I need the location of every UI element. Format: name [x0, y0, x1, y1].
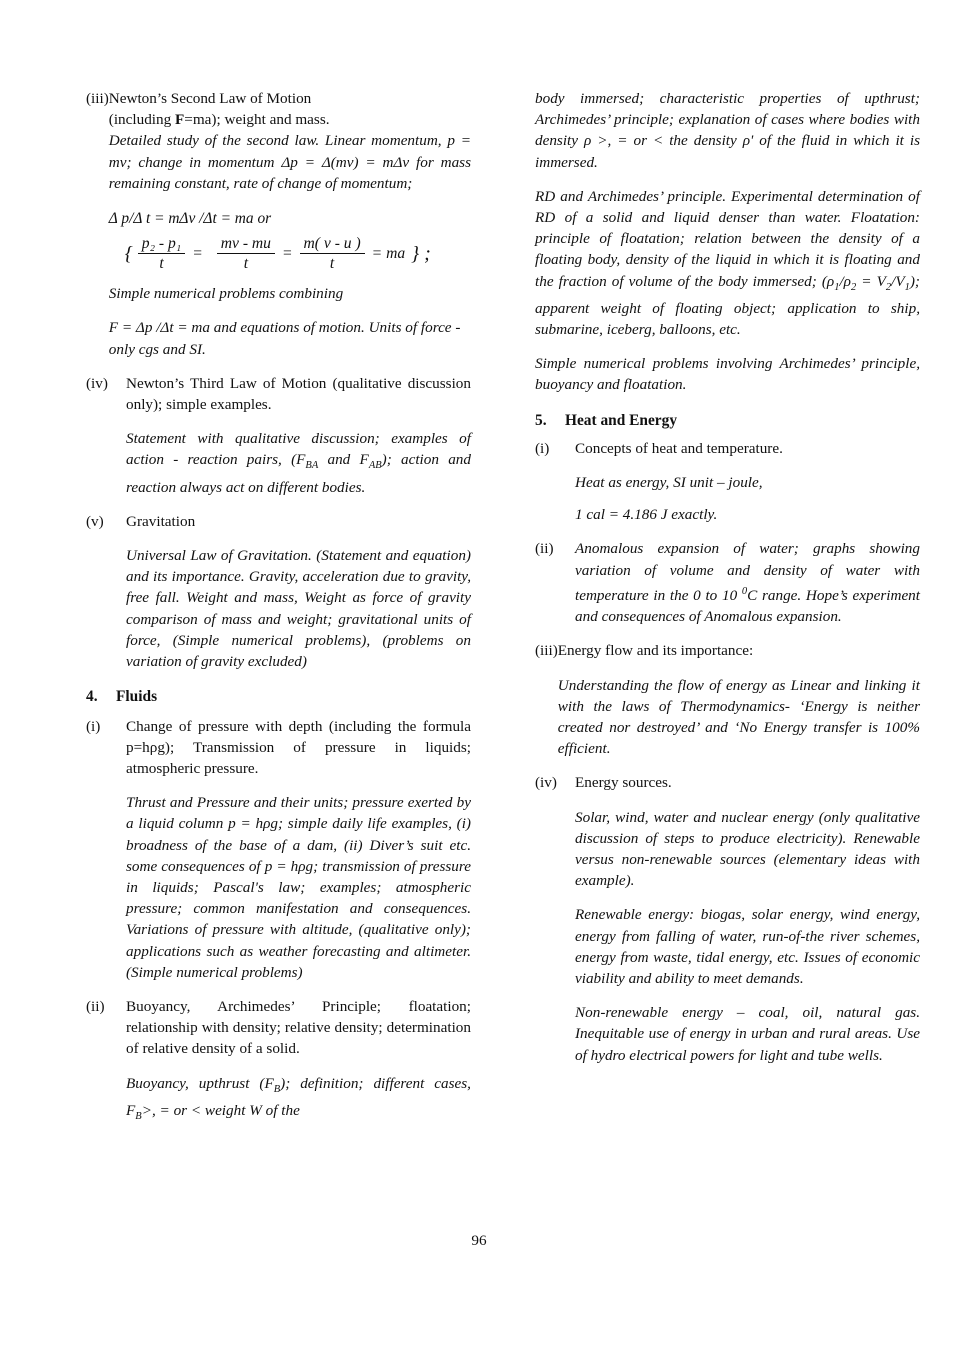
- list-item-iii-body: [109, 88, 471, 360]
- equation-rate-of-change-of-momentum: Δ p/Δ t = mΔv /Δt = ma or: [108, 210, 272, 228]
- list-marker-heat-iv: (iv): [535, 774, 557, 792]
- section-title-fluids: Fluids: [116, 688, 158, 706]
- list-item-heat-iii: [535, 640, 920, 759]
- list-item-fluids-ii-body: [126, 996, 471, 1127]
- equals-sign-1: =: [192, 245, 203, 263]
- subscript-rho-1: 1: [834, 281, 840, 293]
- detail-third-law: Statement with qualitative discussion; examples of action - reaction pairs, ($F_{BA}$ and $F_{AB}$); action and reaction always act on different bodies.: [126, 430, 471, 496]
- fraction-numerator-3: m( v - u ): [303, 235, 361, 253]
- list-marker-v: (v): [86, 512, 104, 530]
- list-marker-fluids-ii: (ii): [86, 997, 105, 1015]
- section-number-4: 4.: [86, 688, 98, 706]
- list-marker-iii: (iii): [86, 90, 109, 107]
- subscript-rho-2: 2: [850, 281, 857, 293]
- fraction-p2-minus-p1-over-t: [138, 235, 185, 273]
- subscript-v-1: 1: [904, 281, 910, 293]
- subscript-v-2: 2: [885, 281, 892, 293]
- detail-renewable-energy: Renewable energy: biogas, solar energy, wind energy, energy from falling of water, run-of-the river schemes, energy from waste, tidal energy, etc. Issues of economic viability and ability to meet demands.: [575, 906, 920, 987]
- heading-concepts-of-heat: Concepts of heat and temperature.: [575, 439, 783, 457]
- list-item-fluids-ii: [86, 996, 471, 1127]
- section-heading-heat-and-energy: [535, 410, 920, 431]
- section-number-5: 5.: [535, 411, 547, 429]
- detail-energy-flow: Understanding the flow of energy as Linear and linking it with the laws of Thermodynamics- ‘Energy is neither created nor destroyed’ and ‘No Energy transfer is 100% efficient.: [557, 676, 920, 758]
- note-units-of-force: F = Δp /Δt = ma and equations of motion. Units of force - only cgs and SI.: [108, 319, 461, 358]
- heading-change-of-pressure-with-depth: Change of pressure with depth (including the formula p=hρg); Transmission of pressure in liquids; atmospheric pressure.: [126, 717, 471, 777]
- list-marker-heat-iii: (iii): [535, 642, 558, 660]
- list-item-iv-body: [126, 373, 471, 498]
- list-item-v-body: [126, 511, 471, 672]
- list-item-fluids-i: [86, 716, 471, 983]
- list-item-heat-iv-body: [575, 772, 920, 1065]
- detail-heat-as-energy: Heat as energy, SI unit – joule,: [575, 474, 763, 492]
- including-prefix: (including: [108, 111, 176, 129]
- fraction-m-v-minus-u-over-t: [300, 235, 365, 273]
- detail-calorie-conversion: 1 cal = 4.186 J exactly.: [575, 506, 718, 524]
- left-column: [86, 88, 471, 1127]
- fraction-mv-minus-mu-over-t: [217, 235, 275, 273]
- superscript-degree-0: 0: [741, 585, 748, 597]
- section-heading-fluids: [86, 686, 471, 707]
- detail-non-renewable-energy: Non-renewable energy – coal, oil, natural gas. Inequitable use of energy in urban and rural areas. Use of hydro electrical powers for light and tube wells.: [575, 1004, 920, 1064]
- subscript-ba: BA: [305, 460, 319, 472]
- subscript-ab: AB: [368, 460, 382, 472]
- paragraph-rd-and-archimedes: RD and Archimedes’ principle. Experimental determination of RD of a solid and liquid denser than water. Floatation: principle of floatation; relation between the density of a floating body, density of the liquid in which it is floating and the fraction of volume of the body immersed; $(\rho_1/\rho_2 = V_2/V_1)$; apparent weight of floating object; application to ship, submarine, iceberg, balloons, etc.: [535, 187, 920, 339]
- list-marker-heat-ii: (ii): [535, 540, 554, 558]
- heading-newtons-third-law: Newton’s Third Law of Motion (qualitative discussion only); simple examples.: [126, 374, 471, 414]
- list-item-heat-iv: [535, 772, 920, 1065]
- subscript-b-2: B: [135, 1110, 142, 1122]
- heading-newtons-second-law-line2: [109, 109, 471, 130]
- heading-buoyancy-archimedes: Buoyancy, Archimedes’ Principle; floatation; relationship with density; relative density; determination of relative density of a solid.: [126, 997, 471, 1058]
- list-item-heat-iii-body: [558, 640, 920, 759]
- detail-second-law: Detailed study of the second law. Linear momentum, p = mv; change in momentum Δp = Δ(mv) = mΔv for mass remaining constant, rate of change of momentum;: [108, 132, 471, 192]
- subscript-b-1: B: [273, 1083, 281, 1095]
- list-marker-heat-i: (i): [535, 439, 550, 457]
- list-item-v-gravitation: [86, 511, 471, 672]
- right-column: [535, 88, 920, 1127]
- fraction-denominator-3: t: [329, 255, 335, 273]
- list-item-heat-i: [535, 438, 920, 526]
- heading-newtons-second-law-line1: Newton’s Second Law of Motion: [108, 90, 312, 107]
- paragraph-simple-numerical-archimedes: Simple numerical problems involving Archimedes’ principle, buoyancy and floatation.: [535, 355, 920, 394]
- fraction-numerator-1: p₂ - p₁: [141, 235, 182, 253]
- list-marker-iv: (iv): [86, 374, 108, 392]
- heading-gravitation: Gravitation: [126, 512, 196, 530]
- note-simple-numerical-problems: Simple numerical problems combining: [108, 285, 344, 303]
- section-title-heat-and-energy: Heat and Energy: [565, 411, 678, 429]
- equals-sign-2: =: [281, 245, 293, 263]
- heading-anomalous-expansion: Anomalous expansion of water; graphs showing variation of volume and density of water with temperature in the 0 to 10 $^0$C range. Hope’s experiment and consequences of Anomalous expansion.: [575, 540, 920, 626]
- equation-fraction-block: [123, 235, 471, 273]
- detail-gravitation: Universal Law of Gravitation. (Statement and equation) and its importance. Gravity, acceleration due to gravity, free fall. Weight and mass, Weight as force of gravity comparison of mass and weight; gravitational units of force, (Simple numerical problems), (problems on variation of gravity excluded): [126, 547, 471, 671]
- fraction-denominator-1: t: [159, 255, 164, 273]
- heading-energy-sources: Energy sources.: [575, 774, 672, 792]
- continuation-body-immersed: body immersed; characteristic properties of upthrust; Archimedes’ principle; explanation of cases where bodies with density ρ >, = or < the density ρ' of the fluid in which it is immersed.: [535, 90, 920, 171]
- list-item-heat-i-body: [575, 438, 920, 526]
- list-marker-fluids-i: (i): [86, 717, 101, 735]
- equation-open-bracket: {: [124, 242, 133, 265]
- list-item-fluids-i-body: [126, 716, 471, 983]
- equals-ma: = ma: [371, 245, 406, 263]
- list-item-iii-newtons-second-law: [86, 88, 471, 360]
- page-number: 96: [471, 1232, 487, 1249]
- list-item-iv-newtons-third-law: [86, 373, 471, 498]
- fraction-numerator-2: mv - mu: [220, 235, 271, 253]
- detail-buoyancy-upthrust: Buoyancy, upthrust $(F_B)$; definition; different cases, $F_B>$, = or < weight W of the: [126, 1074, 471, 1122]
- detail-energy-sources-renewable-vs-non: Solar, wind, water and nuclear energy (only qualitative discussion of steps to produce electricity). Renewable versus non-renewable sources (elementary ideas with example).: [575, 808, 920, 890]
- list-item-heat-ii-body: [575, 538, 920, 627]
- force-symbol: F: [175, 111, 185, 129]
- two-column-body: [0, 88, 958, 1127]
- fraction-denominator-2: t: [243, 255, 249, 273]
- heading-energy-flow: Energy flow and its importance:: [557, 642, 754, 660]
- list-item-heat-ii: [535, 538, 920, 627]
- including-suffix: =ma); weight and mass.: [184, 111, 330, 129]
- detail-thrust-and-pressure: Thrust and Pressure and their units; pressure exerted by a liquid column p = hρg; simple daily life examples, (i) broadness of the base of a dam, (ii) Diver’s suit etc. some consequences of p = hρg; transmission of pressure in liquids; Pascal's law; examples; atmospheric pressure; common manifestation and consequences. Variations of pressure with altitude, (qualitative only); applications such as weather forecasting and altimeter. (Simple numerical problems): [126, 794, 471, 981]
- equation-close-bracket: } ;: [411, 242, 431, 265]
